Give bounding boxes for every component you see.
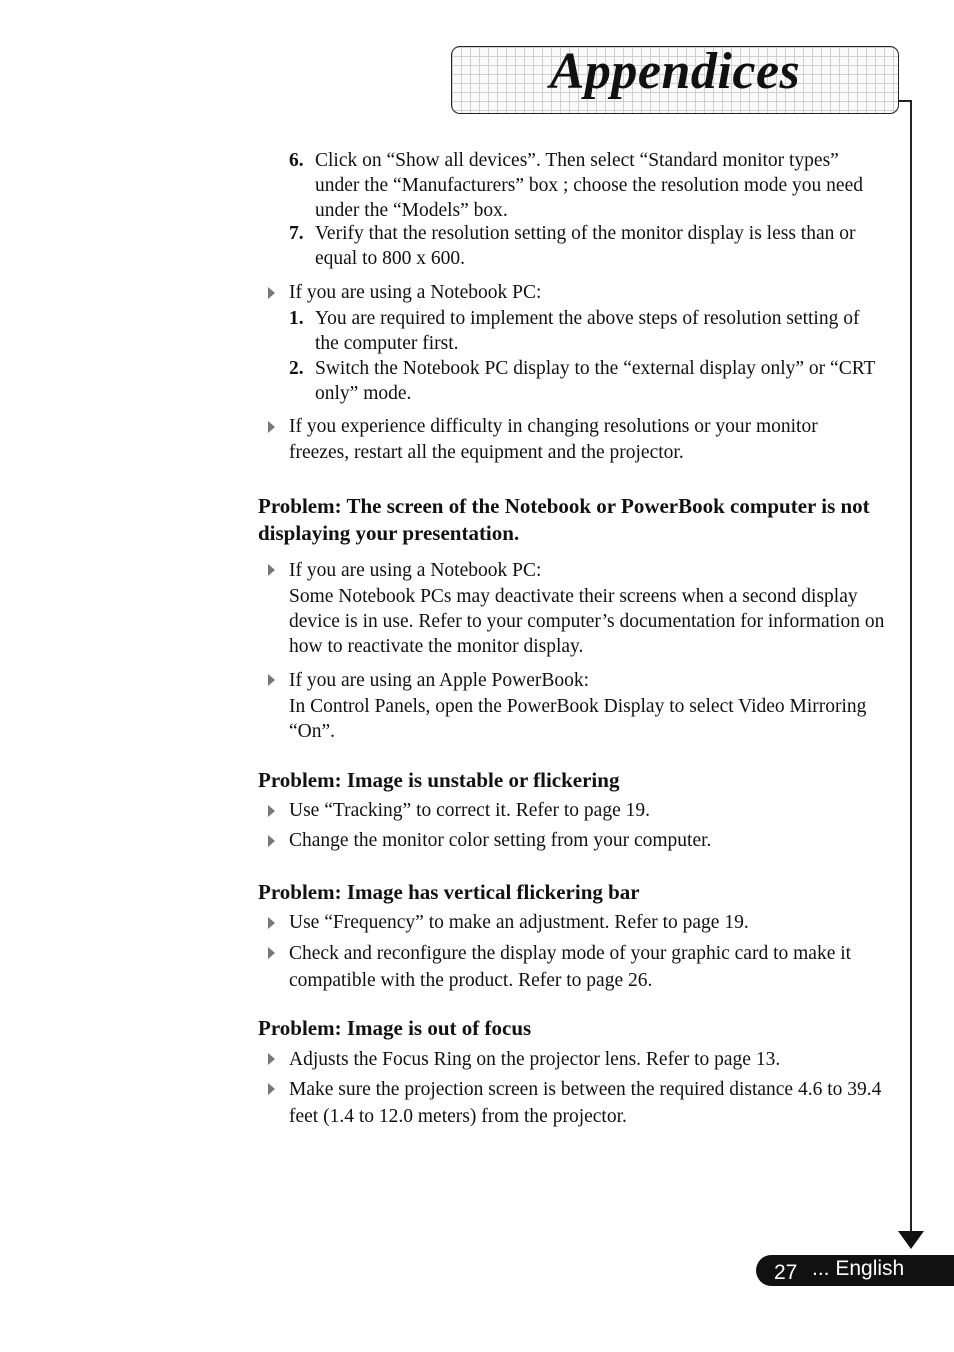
section-heading: Problem: Image has vertical flickering bar bbox=[258, 880, 640, 904]
bullet-detail: Some Notebook PCs may deactivate their screens when a second display device is in use. Refer to your computer’s documentation for information on how to reactivate the monitor display. bbox=[289, 586, 885, 657]
bullet-arrow-icon bbox=[268, 947, 275, 959]
bullet-text: Use “Tracking” to correct it. Refer to page 19. bbox=[289, 800, 650, 821]
step-number: 6. bbox=[289, 150, 304, 171]
bullet-text: If you experience difficulty in changing resolutions or your monitor freezes, restart all the equipment and the projector. bbox=[289, 416, 818, 463]
bullet-arrow-icon bbox=[268, 421, 275, 433]
bullet-arrow-icon bbox=[268, 835, 275, 847]
bullet-text: Make sure the projection screen is between the required distance 4.6 to 39.4 feet (1.4 to 12.0 meters) from the projector. bbox=[289, 1079, 882, 1127]
step-text: Verify that the resolution setting of the monitor display is less than or equal to 800 x 600. bbox=[315, 223, 856, 269]
bullet-arrow-icon bbox=[268, 564, 275, 576]
step-text: Switch the Notebook PC display to the “external display only” or “CRT only” mode. bbox=[315, 358, 876, 404]
bullet-text: Check and reconfigure the display mode of your graphic card to make it compatible with the product. Refer to page 26. bbox=[289, 943, 852, 991]
section-heading: Problem: Image is out of focus bbox=[258, 1016, 532, 1040]
step-number: 2. bbox=[289, 358, 304, 379]
margin-rule bbox=[910, 100, 912, 1232]
step-number: 7. bbox=[289, 223, 304, 244]
step-number: 1. bbox=[289, 308, 304, 329]
bullet-arrow-icon bbox=[268, 1053, 275, 1065]
page-number: 27 bbox=[774, 1261, 798, 1284]
section-heading: Problem: The screen of the Notebook or PowerBook computer is not displaying your presentation. bbox=[258, 494, 870, 545]
bullet-text: If you are using an Apple PowerBook: bbox=[289, 670, 590, 691]
section-heading: Problem: Image is unstable or flickering bbox=[258, 768, 620, 792]
bullet-arrow-icon bbox=[268, 1083, 275, 1095]
bullet-text: If you are using a Notebook PC: bbox=[289, 282, 542, 303]
bullet-text: Use “Frequency” to make an adjustment. Refer to page 19. bbox=[289, 912, 749, 933]
bullet-text: Change the monitor color setting from your computer. bbox=[289, 830, 712, 851]
bullet-arrow-icon bbox=[268, 805, 275, 817]
footer-language: ... English bbox=[812, 1257, 905, 1280]
bullet-arrow-icon bbox=[268, 674, 275, 686]
bullet-detail: In Control Panels, open the PowerBook Display to select Video Mirroring “On”. bbox=[289, 696, 867, 742]
step-text: You are required to implement the above steps of resolution setting of the computer first. bbox=[315, 308, 860, 354]
footer-page-tab bbox=[756, 1255, 954, 1286]
step-text: Click on “Show all devices”. Then select “Standard monitor types” under the “Manufacturers” box ; choose the resolution mode you need under the “Models” box. bbox=[315, 150, 863, 221]
page-title: Appendices bbox=[549, 43, 801, 100]
bullet-text: If you are using a Notebook PC: bbox=[289, 560, 542, 581]
bullet-arrow-icon bbox=[268, 917, 275, 929]
down-arrow-icon bbox=[898, 1231, 924, 1249]
bullet-text: Adjusts the Focus Ring on the projector lens. Refer to page 13. bbox=[289, 1049, 781, 1070]
bullet-arrow-icon bbox=[268, 287, 275, 299]
